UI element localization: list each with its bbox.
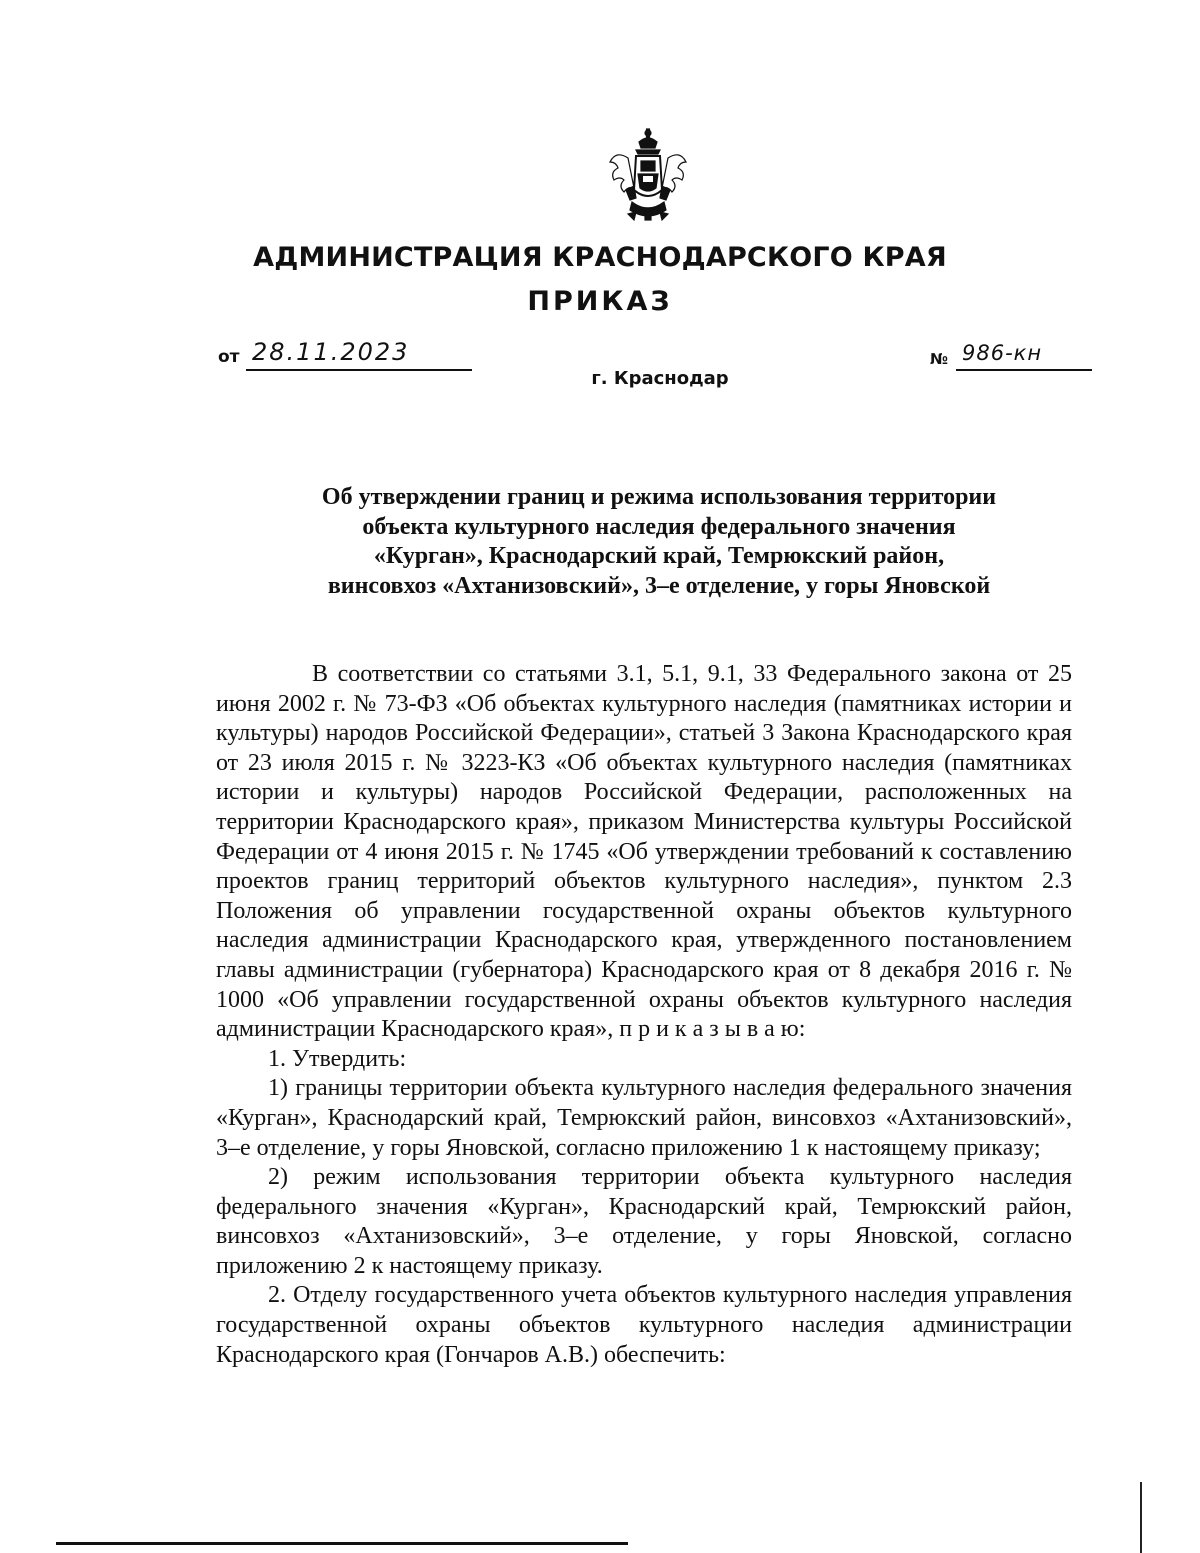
document-date: 28.11.2023 bbox=[252, 338, 410, 366]
date-label: от bbox=[218, 347, 240, 367]
scan-edge-bottom bbox=[56, 1542, 628, 1545]
preamble-paragraph: В соответствии со статьями 3.1, 5.1, 9.1, 33 Федерального закона от 25 июня 2002 г. № 73-ФЗ «Об объектах культурного наследия (памятниках истории и культуры) народов Российской Федерации», статьей 3 Закона Краснодарского края от 23 июля 2015 г. № 3223-КЗ «Об объектах культурного наследия (памятниках истории и культуры) народов Российской Федерации, расположенных на территории Краснодарского края», приказом Министерства культуры Российской Федерации от 4 июня 2015 г. № 1745 «Об утверждении требований к составлению проектов границ территорий объектов культурного наследия», пунктом 2.3 Положения об управлении государственной охраны объектов культурного наследия администрации Краснодарского края, утвержденного постановлением главы администрации (губернатора) Краснодарского края от 8 декабря 2016 г. № 1000 «Об управлении государственной охраны объектов культурного наследия администрации Краснодарского края», п р и к а з ы в а ю: bbox=[216, 661, 1072, 1043]
krasnodar-coat-of-arms-icon bbox=[606, 128, 690, 224]
document-type: ПРИКАЗ bbox=[527, 286, 673, 317]
clause-2: 2. Отделу государственного учета объектов культурного наследия управления государственной охраны объектов культурного наследия администрации Краснодарского края (Гончаров А.В.) обеспечить: bbox=[216, 1282, 1072, 1368]
document-body bbox=[216, 660, 1072, 1370]
clause-1: 1. Утвердить: bbox=[268, 1045, 407, 1072]
clause-1-2: 2) режим использования территории объекта культурного наследия федерального значения «Курган», Краснодарский край, Темрюкский район, винсовхоз «Ахтанизовский», 3–е отделение, у горы Яновской, согласно приложению 2 к настоящему приказу. bbox=[216, 1164, 1072, 1279]
title-line: винсовхоз «Ахтанизовский», 3–е отделение, у горы Яновской bbox=[327, 572, 991, 599]
number-label: № bbox=[930, 350, 949, 368]
document-title bbox=[230, 483, 1088, 601]
city: г. Краснодар bbox=[591, 368, 729, 389]
title-line: объекта культурного наследия федерального значения bbox=[362, 513, 956, 540]
title-line: Об утверждении границ и режима использования территории bbox=[321, 484, 997, 510]
organization-name: АДМИНИСТРАЦИЯ КРАСНОДАРСКОГО КРАЯ bbox=[253, 242, 947, 273]
clause-1-1: 1) границы территории объекта культурного наследия федерального значения «Курган», Краснодарский край, Темрюкский район, винсовхоз «Ахтанизовский», 3–е отделение, у горы Яновской, согласно приложению 1 к настоящему приказу; bbox=[216, 1075, 1072, 1161]
title-line: «Курган», Краснодарский край, Темрюкский район, bbox=[373, 543, 945, 569]
scan-edge-right bbox=[1140, 1482, 1142, 1553]
document-number: 986-кн bbox=[962, 341, 1043, 365]
